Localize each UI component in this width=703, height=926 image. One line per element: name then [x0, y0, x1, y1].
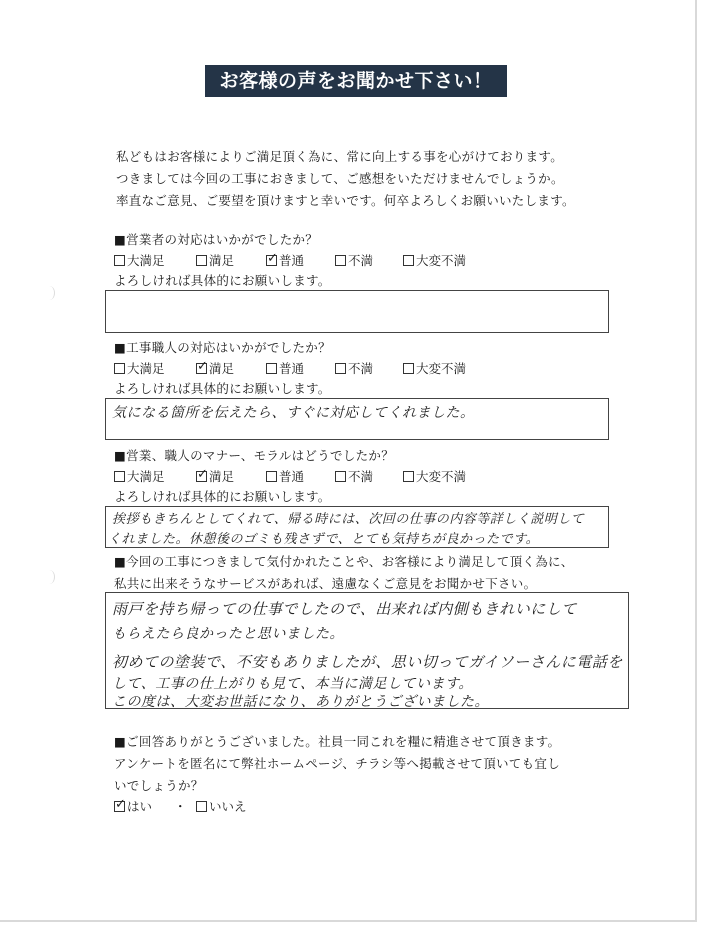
checkbox-checked[interactable]	[266, 255, 277, 266]
q4-label-line-1: ■今回の工事につきまして気付かれたことや、お客様により満足して頂く為に、	[114, 554, 574, 569]
checkbox[interactable]	[114, 471, 125, 482]
q3-option-dissatisfied[interactable]: 不満	[335, 467, 373, 485]
q2-comment-box[interactable]	[105, 398, 609, 440]
q2-option-very-dissatisfied[interactable]: 大変不満	[403, 359, 466, 377]
q1-label: ■営業者の対応はいかがでしたか？	[114, 232, 319, 247]
q2-option-dissatisfied[interactable]: 不満	[335, 359, 373, 377]
checkbox-checked[interactable]	[196, 471, 207, 482]
checkbox[interactable]	[335, 471, 346, 482]
checkbox-checked[interactable]	[196, 363, 207, 374]
q1-detail-prompt: よろしければ具体的にお願いします。	[114, 273, 331, 288]
q2-option-very-satisfied[interactable]: 大満足	[114, 359, 165, 377]
q3-comment-line-2: くれました。休憩後のゴミも残さずで、とても気持ちが良かったです。	[108, 532, 540, 547]
checkbox[interactable]	[196, 801, 207, 812]
q1-option-very-satisfied[interactable]: 大満足	[114, 251, 165, 269]
checkbox[interactable]	[335, 363, 346, 374]
q2-option-neutral[interactable]: 普通	[266, 359, 304, 377]
q1-comment-box[interactable]	[105, 290, 609, 333]
checkbox[interactable]	[335, 255, 346, 266]
q4-comment-line-5: この度は、大変お世話になり、ありがとうございました。	[112, 694, 489, 710]
checkbox[interactable]	[266, 471, 277, 482]
checkbox[interactable]	[403, 363, 414, 374]
q2-option-satisfied[interactable]: ✓ 満足	[196, 359, 234, 377]
q3-detail-prompt: よろしければ具体的にお願いします。	[114, 489, 331, 504]
checkbox[interactable]	[266, 363, 277, 374]
closing-line-2: アンケートを匿名にて弊社ホームページ、チラシ等へ掲載させて頂いても宜し	[114, 756, 561, 771]
q1-option-very-dissatisfied[interactable]: 大変不満	[403, 251, 466, 269]
q1-option-dissatisfied[interactable]: 不満	[335, 251, 373, 269]
page-title: お客様の声をお聞かせ下さい！	[205, 65, 507, 97]
q3-comment-line-1: 挨拶もきちんとしてくれて、帰る時には、次回の仕事の内容等詳しく説明して	[112, 512, 585, 527]
checkbox-checked[interactable]	[114, 801, 125, 812]
scan-mark	[44, 570, 55, 584]
q4-comment-line-2: もらえたら良かったと思いました。	[112, 626, 344, 642]
checkbox[interactable]	[403, 255, 414, 266]
q4-comment-line-4: して、工事の仕上がりも見て、本当に満足しています。	[112, 676, 473, 692]
q3-comment-box[interactable]	[105, 506, 609, 548]
closing-line-3: いでしょうか？	[114, 778, 204, 793]
q4-comment-line-1: 雨戸を持ち帰っての仕事でしたので、出来れば内側もきれいにして	[112, 600, 577, 618]
q3-option-neutral[interactable]: 普通	[266, 467, 304, 485]
q2-detail-prompt: よろしければ具体的にお願いします。	[114, 381, 331, 396]
publish-yes-option[interactable]: ✓はい	[114, 797, 152, 815]
intro-line-2: つきましては今回の工事におきまして、ご感想をいただけませんでしょうか。	[116, 171, 564, 186]
closing-line-1: ■ご回答ありがとうございました。社員一同これを糧に精進させて頂きます。	[114, 734, 561, 749]
publish-no-option[interactable]: いいえ	[196, 797, 247, 815]
checkbox[interactable]	[114, 255, 125, 266]
q3-option-very-dissatisfied[interactable]: 大変不満	[403, 467, 466, 485]
q3-option-satisfied[interactable]: ✓ 満足	[196, 467, 234, 485]
q1-option-satisfied[interactable]: 満足	[196, 251, 234, 269]
checkbox[interactable]	[403, 471, 414, 482]
scan-mark	[44, 286, 55, 300]
q2-comment-line-1: 気になる箇所を伝えたら、すぐに対応してくれました。	[112, 405, 475, 421]
intro-line-1: 私どもはお客様によりご満足頂く為に、常に向上する事を心がけております。	[116, 149, 564, 164]
q4-comment-box[interactable]	[105, 592, 629, 709]
q2-label: ■工事職人の対応はいかがでしたか？	[114, 340, 331, 355]
checkbox[interactable]	[114, 363, 125, 374]
intro-line-3: 率直なご意見、ご要望を頂けますと幸いです。何卒よろしくお願いいたします。	[116, 193, 575, 208]
q3-label: ■営業、職人のマナー、モラルはどうでしたか？	[114, 448, 395, 463]
q1-option-neutral[interactable]: ✓ 普通	[266, 251, 304, 269]
checkbox[interactable]	[196, 255, 207, 266]
q4-label-line-2: 私共に出来そうなサービスがあれば、遠慮なくご意見をお聞かせ下さい。	[114, 576, 537, 591]
option-separator: ・	[174, 799, 187, 814]
q4-comment-line-3: 初めての塗装で、不安もありましたが、思い切ってガイソーさんに電話を	[112, 653, 623, 671]
q3-option-very-satisfied[interactable]: 大満足	[114, 467, 165, 485]
